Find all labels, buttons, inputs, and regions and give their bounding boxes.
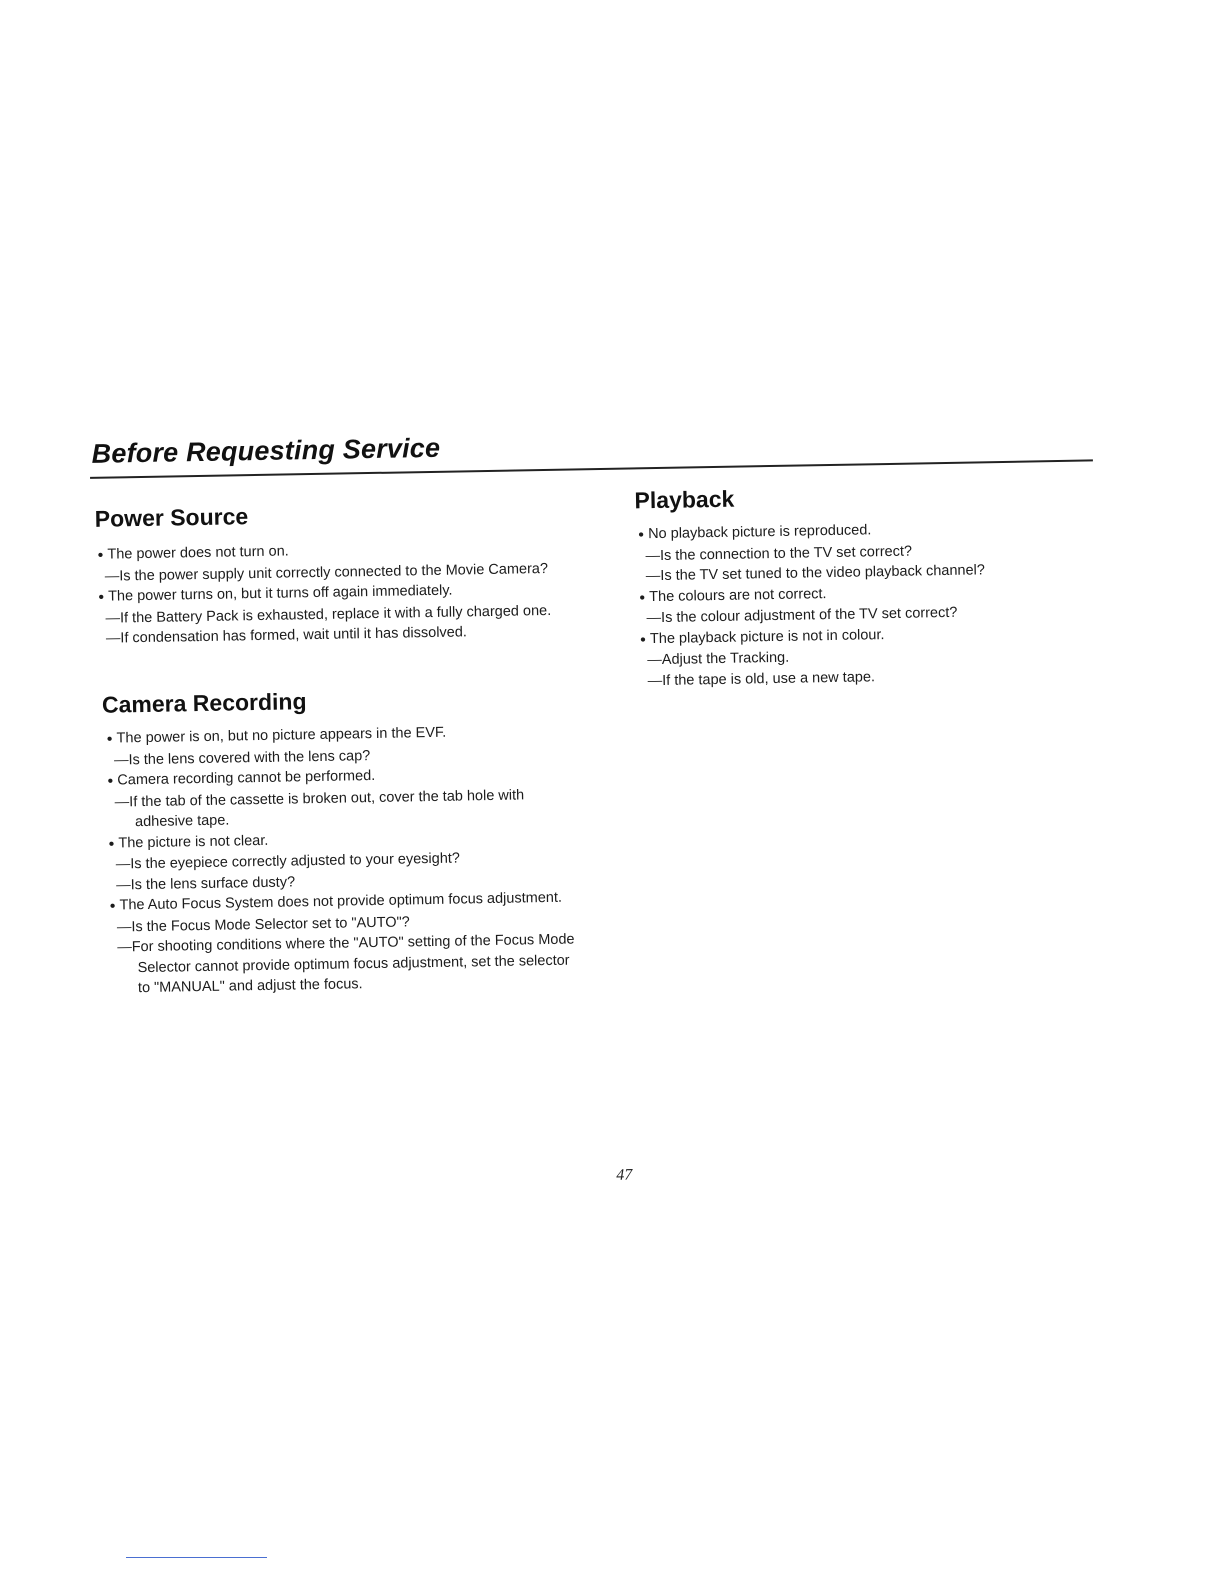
symptom-text: The power does not turn on. — [107, 543, 289, 563]
remedy-text: —Is the lens surface dusty? — [116, 873, 296, 894]
scan-edge-line — [126, 1557, 267, 1558]
symptom-text: No playback picture is reproduced. — [647, 522, 872, 543]
symptom-text: The Auto Focus System does not provide optimum focus adjustment. — [119, 889, 563, 914]
bullet-icon: ● — [639, 633, 647, 645]
bullet-icon: ● — [97, 549, 104, 561]
remedy-text: —If the tape is old, use a new tape. — [647, 668, 876, 689]
bullet-icon: ● — [108, 838, 115, 850]
remedy-text: —Is the lens covered with the lens cap? — [113, 747, 371, 769]
symptom-text: The picture is not clear. — [118, 832, 269, 851]
bullet-icon: ● — [107, 775, 114, 787]
bullet-icon: ● — [639, 591, 646, 603]
symptom-text: Camera recording cannot be performed. — [117, 767, 376, 789]
symptom-text: The playback picture is not in colour. — [649, 626, 885, 647]
remedy-text: —Adjust the Tracking. — [647, 649, 790, 669]
remedy-text: —If the Battery Pack is exhausted, replace it with a fully charged one. — [105, 602, 552, 627]
page-number: 47 — [616, 1166, 633, 1184]
bullet-icon: ● — [109, 900, 116, 912]
bullet-icon: ● — [106, 733, 113, 745]
remedy-text: —If condensation has formed, wait until it has dissolved. — [105, 624, 468, 647]
remedy-text: —Is the eyepiece correctly adjusted to your eyesight? — [115, 850, 461, 873]
bullet-icon: ● — [98, 591, 105, 603]
section-heading-camera-recording: Camera Recording — [101, 688, 307, 718]
remedy-text: —For shooting conditions where the "AUTO" setting of the Focus Mode Selector cannot provide optimum focus adjustment, set the selector to "MANUAL" and adjust the focus. — [117, 931, 575, 997]
camera-recording-list — [106, 720, 581, 999]
power-source-list — [97, 537, 559, 650]
symptom-text: The power turns on, but it turns off again immediately. — [107, 582, 453, 605]
section-heading-power-source: Power Source — [94, 503, 249, 532]
remedy-text: —If the tab of the cassette is broken out, cover the tab hole with adhesive tape. — [114, 786, 525, 831]
symptom-text: The power is on, but no picture appears in the EVF. — [116, 724, 447, 747]
remedy-text: —Is the Focus Mode Selector set to "AUTO"? — [116, 913, 410, 935]
symptom-text: The colours are not correct. — [649, 585, 827, 605]
remedy-text: —Is the power supply unit correctly connected to the Movie Camera? — [104, 560, 549, 585]
bullet-icon: ● — [638, 529, 645, 541]
remedy-text: —Is the colour adjustment of the TV set correct? — [646, 604, 958, 627]
playback-list — [638, 517, 1061, 691]
remedy-text: —Is the TV set tuned to the video playback channel? — [645, 562, 986, 585]
remedy-text: —Is the connection to the TV set correct? — [645, 543, 913, 564]
page-title: Before Requesting Service — [91, 432, 441, 469]
section-heading-playback: Playback — [634, 485, 735, 514]
